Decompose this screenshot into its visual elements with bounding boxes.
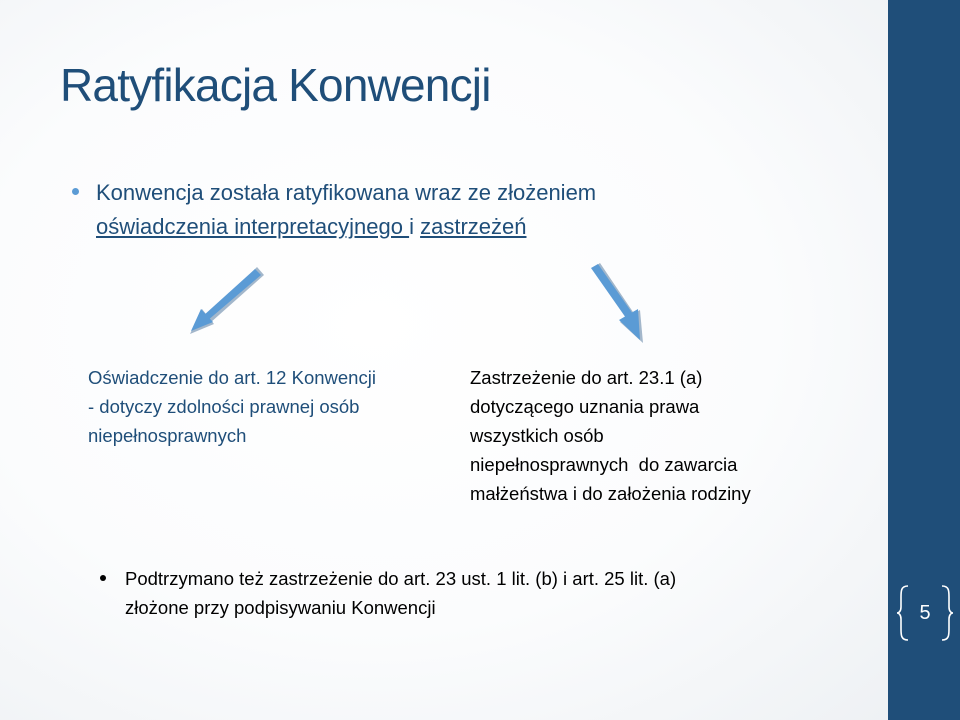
- reservation-line: dotyczącego uznania prawa: [470, 396, 700, 417]
- bullet-maintained-reservations: [100, 564, 870, 622]
- reservations-link[interactable]: zastrzeżeń: [420, 214, 527, 239]
- reservation-line: wszystkich osób: [470, 425, 604, 446]
- reservation-line: małżeństwa i do założenia rodziny: [470, 483, 751, 504]
- declaration-box: [88, 363, 438, 450]
- reservation-line: niepełnosprawnych do zawarcia: [470, 454, 738, 475]
- reservation-line: Zastrzeżenie do art. 23.1 (a): [470, 367, 703, 388]
- page-number: 5: [919, 602, 931, 624]
- arrow-down-right-icon: [591, 263, 643, 343]
- reservation-box: [470, 363, 870, 508]
- slide-title: Ratyfikacja Konwencji: [60, 59, 491, 111]
- declaration-line: niepełnosprawnych: [88, 425, 247, 446]
- declaration-line: - dotyczy zdolności prawnej osób: [88, 396, 360, 417]
- interpretative-declaration-link[interactable]: oświadczenia interpretacyjnego: [96, 214, 410, 239]
- page-number-badge: [896, 583, 954, 643]
- bullet-maintained-text: [125, 564, 870, 622]
- arrow-down-left-icon: [190, 267, 264, 334]
- connector-text: i: [409, 214, 414, 239]
- bullet-ratification-line1: Konwencja została ratyfikowana wraz ze złożeniem: [96, 180, 597, 205]
- bullet-dot-icon: [100, 575, 106, 581]
- declaration-line: Oświadczenie do art. 12 Konwencji: [88, 367, 376, 388]
- bullet-maintained-line1: Podtrzymano też zastrzeżenie do art. 23 ust. 1 lit. (b) i art. 25 lit. (a): [125, 568, 677, 589]
- bullet-maintained-line2: złożone przy podpisywaniu Konwencji: [125, 597, 436, 618]
